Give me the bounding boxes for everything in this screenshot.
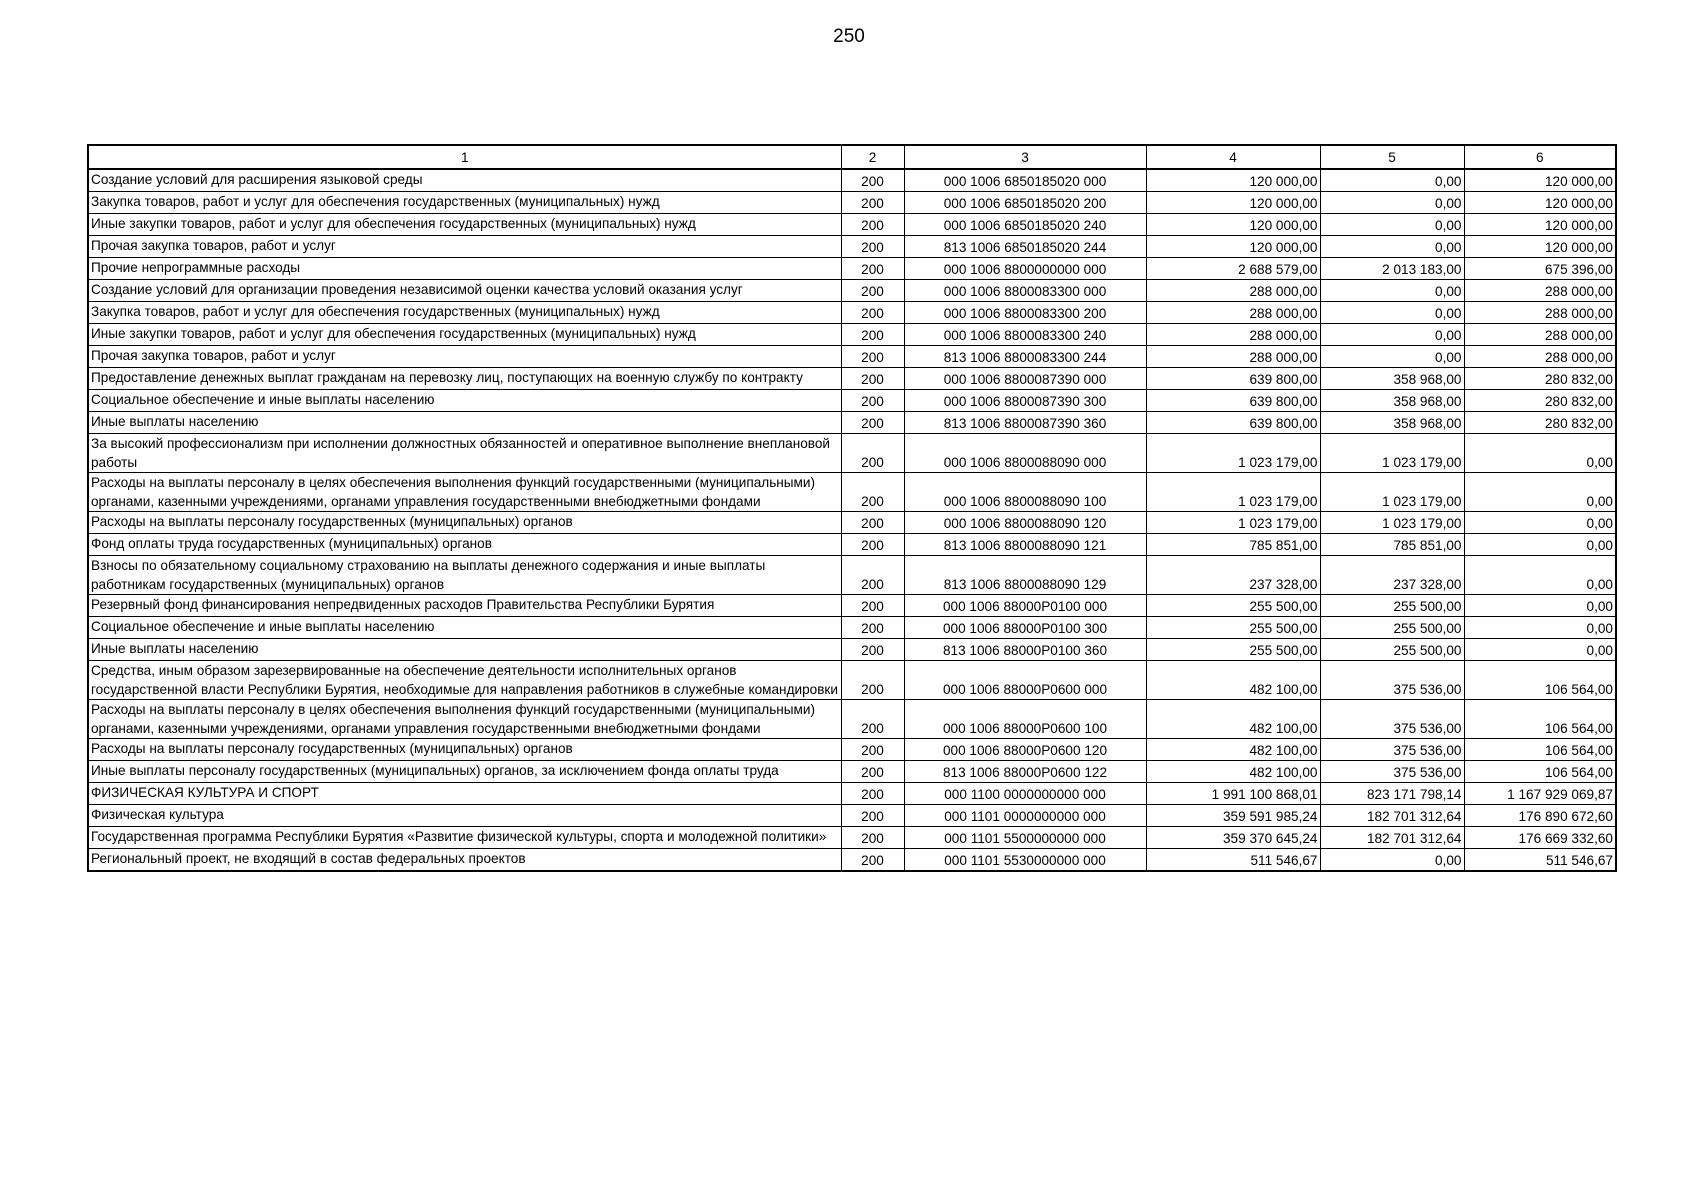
row-value-col4-cell: 639 800,00 xyxy=(1146,368,1320,390)
row-value-col5-cell: 0,00 xyxy=(1320,280,1464,302)
row-value-col5-cell: 0,00 xyxy=(1320,302,1464,324)
row-value-col4-cell: 120 000,00 xyxy=(1146,192,1320,214)
row-name-cell: Физическая культура xyxy=(88,805,841,827)
row-value-col5-cell: 0,00 xyxy=(1320,324,1464,346)
row-value-col4-cell: 255 500,00 xyxy=(1146,617,1320,639)
row-code-cell: 200 xyxy=(841,512,904,534)
row-kbk-cell: 813 1006 6850185020 244 xyxy=(904,236,1146,258)
row-kbk-cell: 000 1006 6850185020 240 xyxy=(904,214,1146,236)
row-code-cell: 200 xyxy=(841,827,904,849)
row-kbk-cell: 000 1101 5530000000 000 xyxy=(904,849,1146,872)
row-value-col4-cell: 2 688 579,00 xyxy=(1146,258,1320,280)
row-name-cell: Фонд оплаты труда государственных (муниципальных) органов xyxy=(88,534,841,556)
row-kbk-cell: 813 1006 88000P0600 122 xyxy=(904,761,1146,783)
row-code-cell: 200 xyxy=(841,169,904,192)
row-value-col4-cell: 359 370 645,24 xyxy=(1146,827,1320,849)
row-code-cell: 200 xyxy=(841,534,904,556)
row-name-cell: Резервный фонд финансирования непредвиденных расходов Правительства Республики Бурятия xyxy=(88,595,841,617)
row-value-col5-cell: 375 536,00 xyxy=(1320,761,1464,783)
row-name-cell: Закупка товаров, работ и услуг для обеспечения государственных (муниципальных) нужд xyxy=(88,192,841,214)
table-row xyxy=(88,849,1616,872)
column-header-1: 1 xyxy=(88,145,841,169)
row-name-cell: Социальное обеспечение и иные выплаты населению xyxy=(88,617,841,639)
row-code-cell: 200 xyxy=(841,390,904,412)
row-value-col4-cell: 255 500,00 xyxy=(1146,639,1320,661)
table-row xyxy=(88,236,1616,258)
row-value-col6-cell: 106 564,00 xyxy=(1464,700,1616,739)
row-value-col6-cell: 0,00 xyxy=(1464,595,1616,617)
table-row xyxy=(88,214,1616,236)
row-name-cell: Расходы на выплаты персоналу в целях обеспечения выполнения функций государственными (муниципальными) органами, казенными учреждениями, органами управления государственными внебюджетными фондами xyxy=(88,473,841,512)
table-row xyxy=(88,302,1616,324)
row-value-col6-cell: 288 000,00 xyxy=(1464,346,1616,368)
row-kbk-cell: 000 1006 8800088090 100 xyxy=(904,473,1146,512)
row-value-col6-cell: 120 000,00 xyxy=(1464,192,1616,214)
budget-table xyxy=(87,144,1617,872)
row-value-col6-cell: 120 000,00 xyxy=(1464,236,1616,258)
table-row xyxy=(88,434,1616,473)
row-value-col5-cell: 255 500,00 xyxy=(1320,617,1464,639)
row-value-col6-cell: 280 832,00 xyxy=(1464,390,1616,412)
row-kbk-cell: 000 1006 8800087390 000 xyxy=(904,368,1146,390)
row-kbk-cell: 000 1006 8800000000 000 xyxy=(904,258,1146,280)
row-kbk-cell: 000 1006 8800083300 000 xyxy=(904,280,1146,302)
row-kbk-cell: 000 1101 5500000000 000 xyxy=(904,827,1146,849)
row-name-cell: Государственная программа Республики Бурятия «Развитие физической культуры, спорта и молодежной политики» xyxy=(88,827,841,849)
row-value-col5-cell: 785 851,00 xyxy=(1320,534,1464,556)
row-name-cell: Прочая закупка товаров, работ и услуг xyxy=(88,236,841,258)
table-row xyxy=(88,617,1616,639)
row-code-cell: 200 xyxy=(841,324,904,346)
table-row xyxy=(88,639,1616,661)
row-value-col6-cell: 675 396,00 xyxy=(1464,258,1616,280)
row-code-cell: 200 xyxy=(841,236,904,258)
row-code-cell: 200 xyxy=(841,473,904,512)
row-name-cell: Иные выплаты населению xyxy=(88,639,841,661)
row-value-col4-cell: 639 800,00 xyxy=(1146,412,1320,434)
row-name-cell: Расходы на выплаты персоналу в целях обеспечения выполнения функций государственными (муниципальными) органами, казенными учреждениями, органами управления государственными внебюджетными фондами xyxy=(88,700,841,739)
table-row xyxy=(88,534,1616,556)
row-value-col6-cell: 0,00 xyxy=(1464,512,1616,534)
row-value-col6-cell: 120 000,00 xyxy=(1464,214,1616,236)
row-code-cell: 200 xyxy=(841,214,904,236)
row-value-col6-cell: 288 000,00 xyxy=(1464,324,1616,346)
row-name-cell: Иные выплаты персоналу государственных (муниципальных) органов, за исключением фонда оплаты труда xyxy=(88,761,841,783)
row-kbk-cell: 000 1006 6850185020 200 xyxy=(904,192,1146,214)
row-name-cell: Региональный проект, не входящий в состав федеральных проектов xyxy=(88,849,841,872)
row-value-col5-cell: 358 968,00 xyxy=(1320,368,1464,390)
row-value-col4-cell: 511 546,67 xyxy=(1146,849,1320,872)
table-row xyxy=(88,661,1616,700)
row-value-col6-cell: 0,00 xyxy=(1464,556,1616,595)
row-value-col6-cell: 106 564,00 xyxy=(1464,739,1616,761)
table-row xyxy=(88,192,1616,214)
row-code-cell: 200 xyxy=(841,368,904,390)
row-code-cell: 200 xyxy=(841,434,904,473)
row-value-col5-cell: 255 500,00 xyxy=(1320,639,1464,661)
row-code-cell: 200 xyxy=(841,302,904,324)
row-value-col5-cell: 358 968,00 xyxy=(1320,412,1464,434)
table-row xyxy=(88,169,1616,192)
row-kbk-cell: 813 1006 8800083300 244 xyxy=(904,346,1146,368)
table-row xyxy=(88,512,1616,534)
row-kbk-cell: 000 1101 0000000000 000 xyxy=(904,805,1146,827)
row-code-cell: 200 xyxy=(841,639,904,661)
table-row xyxy=(88,280,1616,302)
column-header-2: 2 xyxy=(841,145,904,169)
row-name-cell: Расходы на выплаты персоналу государственных (муниципальных) органов xyxy=(88,739,841,761)
row-kbk-cell: 813 1006 8800087390 360 xyxy=(904,412,1146,434)
row-code-cell: 200 xyxy=(841,849,904,872)
table-row xyxy=(88,783,1616,805)
row-value-col6-cell: 176 669 332,60 xyxy=(1464,827,1616,849)
page-number: 250 xyxy=(833,26,865,47)
row-value-col4-cell: 1 023 179,00 xyxy=(1146,473,1320,512)
row-code-cell: 200 xyxy=(841,783,904,805)
table-row xyxy=(88,827,1616,849)
table-row xyxy=(88,258,1616,280)
table-row xyxy=(88,556,1616,595)
row-kbk-cell: 813 1006 8800088090 121 xyxy=(904,534,1146,556)
row-name-cell: Социальное обеспечение и иные выплаты населению xyxy=(88,390,841,412)
row-value-col4-cell: 288 000,00 xyxy=(1146,302,1320,324)
column-header-6: 6 xyxy=(1464,145,1616,169)
row-value-col4-cell: 120 000,00 xyxy=(1146,214,1320,236)
row-kbk-cell: 813 1006 8800088090 129 xyxy=(904,556,1146,595)
row-value-col6-cell: 0,00 xyxy=(1464,617,1616,639)
row-code-cell: 200 xyxy=(841,700,904,739)
table-row xyxy=(88,324,1616,346)
row-value-col6-cell: 120 000,00 xyxy=(1464,169,1616,192)
row-value-col6-cell: 1 167 929 069,87 xyxy=(1464,783,1616,805)
row-code-cell: 200 xyxy=(841,412,904,434)
row-code-cell: 200 xyxy=(841,739,904,761)
row-name-cell: Создание условий для организации проведения независимой оценки качества условий оказания услуг xyxy=(88,280,841,302)
row-name-cell: Закупка товаров, работ и услуг для обеспечения государственных (муниципальных) нужд xyxy=(88,302,841,324)
row-kbk-cell: 000 1006 6850185020 000 xyxy=(904,169,1146,192)
row-kbk-cell: 813 1006 88000P0100 360 xyxy=(904,639,1146,661)
row-code-cell: 200 xyxy=(841,556,904,595)
row-name-cell: Расходы на выплаты персоналу государственных (муниципальных) органов xyxy=(88,512,841,534)
row-kbk-cell: 000 1006 8800088090 120 xyxy=(904,512,1146,534)
row-value-col4-cell: 639 800,00 xyxy=(1146,390,1320,412)
row-value-col5-cell: 375 536,00 xyxy=(1320,661,1464,700)
row-kbk-cell: 000 1006 88000P0100 000 xyxy=(904,595,1146,617)
row-value-col6-cell: 511 546,67 xyxy=(1464,849,1616,872)
table-row xyxy=(88,346,1616,368)
table-row xyxy=(88,805,1616,827)
row-value-col6-cell: 288 000,00 xyxy=(1464,280,1616,302)
row-kbk-cell: 000 1006 8800083300 240 xyxy=(904,324,1146,346)
row-value-col6-cell: 280 832,00 xyxy=(1464,368,1616,390)
row-value-col4-cell: 482 100,00 xyxy=(1146,761,1320,783)
row-value-col4-cell: 255 500,00 xyxy=(1146,595,1320,617)
row-name-cell: Взносы по обязательному социальному страхованию на выплаты денежного содержания и иные выплаты работникам государственных (муниципальных) органов xyxy=(88,556,841,595)
row-kbk-cell: 000 1006 88000P0100 300 xyxy=(904,617,1146,639)
table-row xyxy=(88,700,1616,739)
row-value-col5-cell: 375 536,00 xyxy=(1320,739,1464,761)
row-value-col5-cell: 0,00 xyxy=(1320,214,1464,236)
row-code-cell: 200 xyxy=(841,280,904,302)
row-value-col6-cell: 0,00 xyxy=(1464,534,1616,556)
row-name-cell: ФИЗИЧЕСКАЯ КУЛЬТУРА И СПОРТ xyxy=(88,783,841,805)
row-name-cell: За высокий профессионализм при исполнении должностных обязанностей и оперативное выполнение внеплановой работы xyxy=(88,434,841,473)
row-kbk-cell: 000 1006 88000P0600 100 xyxy=(904,700,1146,739)
row-name-cell: Иные закупки товаров, работ и услуг для обеспечения государственных (муниципальных) нужд xyxy=(88,214,841,236)
row-value-col4-cell: 359 591 985,24 xyxy=(1146,805,1320,827)
table-row xyxy=(88,390,1616,412)
row-value-col5-cell: 0,00 xyxy=(1320,169,1464,192)
row-code-cell: 200 xyxy=(841,192,904,214)
row-code-cell: 200 xyxy=(841,258,904,280)
row-value-col4-cell: 1 991 100 868,01 xyxy=(1146,783,1320,805)
row-value-col4-cell: 120 000,00 xyxy=(1146,236,1320,258)
row-code-cell: 200 xyxy=(841,761,904,783)
row-value-col5-cell: 0,00 xyxy=(1320,849,1464,872)
row-value-col5-cell: 2 013 183,00 xyxy=(1320,258,1464,280)
row-value-col6-cell: 176 890 672,60 xyxy=(1464,805,1616,827)
row-code-cell: 200 xyxy=(841,617,904,639)
row-value-col4-cell: 288 000,00 xyxy=(1146,346,1320,368)
row-name-cell: Средства, иным образом зарезервированные на обеспечение деятельности исполнительных органов государственной власти Республики Бурятия, необходимые для направления работников в служебные командировки xyxy=(88,661,841,700)
row-value-col6-cell: 0,00 xyxy=(1464,473,1616,512)
column-header-3: 3 xyxy=(904,145,1146,169)
row-kbk-cell: 000 1006 88000P0600 000 xyxy=(904,661,1146,700)
row-value-col4-cell: 482 100,00 xyxy=(1146,700,1320,739)
row-value-col5-cell: 358 968,00 xyxy=(1320,390,1464,412)
row-value-col5-cell: 0,00 xyxy=(1320,192,1464,214)
row-value-col6-cell: 288 000,00 xyxy=(1464,302,1616,324)
table-row xyxy=(88,368,1616,390)
row-value-col5-cell: 1 023 179,00 xyxy=(1320,434,1464,473)
row-value-col5-cell: 182 701 312,64 xyxy=(1320,805,1464,827)
row-name-cell: Предоставление денежных выплат гражданам на перевозку лиц, поступающих на военную службу по контракту xyxy=(88,368,841,390)
row-value-col5-cell: 823 171 798,14 xyxy=(1320,783,1464,805)
row-kbk-cell: 000 1006 8800088090 000 xyxy=(904,434,1146,473)
row-value-col4-cell: 288 000,00 xyxy=(1146,324,1320,346)
row-value-col5-cell: 237 328,00 xyxy=(1320,556,1464,595)
row-value-col4-cell: 1 023 179,00 xyxy=(1146,512,1320,534)
row-kbk-cell: 000 1006 88000P0600 120 xyxy=(904,739,1146,761)
row-kbk-cell: 000 1006 8800083300 200 xyxy=(904,302,1146,324)
row-value-col5-cell: 375 536,00 xyxy=(1320,700,1464,739)
table-row xyxy=(88,412,1616,434)
row-value-col5-cell: 255 500,00 xyxy=(1320,595,1464,617)
row-name-cell: Прочая закупка товаров, работ и услуг xyxy=(88,346,841,368)
table-row xyxy=(88,739,1616,761)
row-name-cell: Прочие непрограммные расходы xyxy=(88,258,841,280)
row-value-col6-cell: 106 564,00 xyxy=(1464,761,1616,783)
row-value-col5-cell: 0,00 xyxy=(1320,236,1464,258)
row-value-col4-cell: 1 023 179,00 xyxy=(1146,434,1320,473)
table-row xyxy=(88,473,1616,512)
row-value-col5-cell: 182 701 312,64 xyxy=(1320,827,1464,849)
row-value-col4-cell: 785 851,00 xyxy=(1146,534,1320,556)
row-value-col4-cell: 288 000,00 xyxy=(1146,280,1320,302)
row-code-cell: 200 xyxy=(841,661,904,700)
column-header-5: 5 xyxy=(1320,145,1464,169)
table-body xyxy=(88,169,1616,871)
row-value-col5-cell: 1 023 179,00 xyxy=(1320,512,1464,534)
row-value-col4-cell: 482 100,00 xyxy=(1146,661,1320,700)
row-value-col4-cell: 482 100,00 xyxy=(1146,739,1320,761)
row-kbk-cell: 000 1006 8800087390 300 xyxy=(904,390,1146,412)
row-value-col6-cell: 0,00 xyxy=(1464,434,1616,473)
row-name-cell: Иные выплаты населению xyxy=(88,412,841,434)
row-code-cell: 200 xyxy=(841,805,904,827)
table-row xyxy=(88,595,1616,617)
row-value-col4-cell: 237 328,00 xyxy=(1146,556,1320,595)
row-value-col6-cell: 0,00 xyxy=(1464,639,1616,661)
row-code-cell: 200 xyxy=(841,346,904,368)
row-name-cell: Создание условий для расширения языковой среды xyxy=(88,169,841,192)
row-value-col6-cell: 106 564,00 xyxy=(1464,661,1616,700)
column-header-4: 4 xyxy=(1146,145,1320,169)
table-row xyxy=(88,761,1616,783)
row-value-col5-cell: 1 023 179,00 xyxy=(1320,473,1464,512)
row-value-col6-cell: 280 832,00 xyxy=(1464,412,1616,434)
row-kbk-cell: 000 1100 0000000000 000 xyxy=(904,783,1146,805)
row-name-cell: Иные закупки товаров, работ и услуг для обеспечения государственных (муниципальных) нужд xyxy=(88,324,841,346)
row-code-cell: 200 xyxy=(841,595,904,617)
row-value-col5-cell: 0,00 xyxy=(1320,346,1464,368)
table-header-row xyxy=(88,145,1616,169)
row-value-col4-cell: 120 000,00 xyxy=(1146,169,1320,192)
